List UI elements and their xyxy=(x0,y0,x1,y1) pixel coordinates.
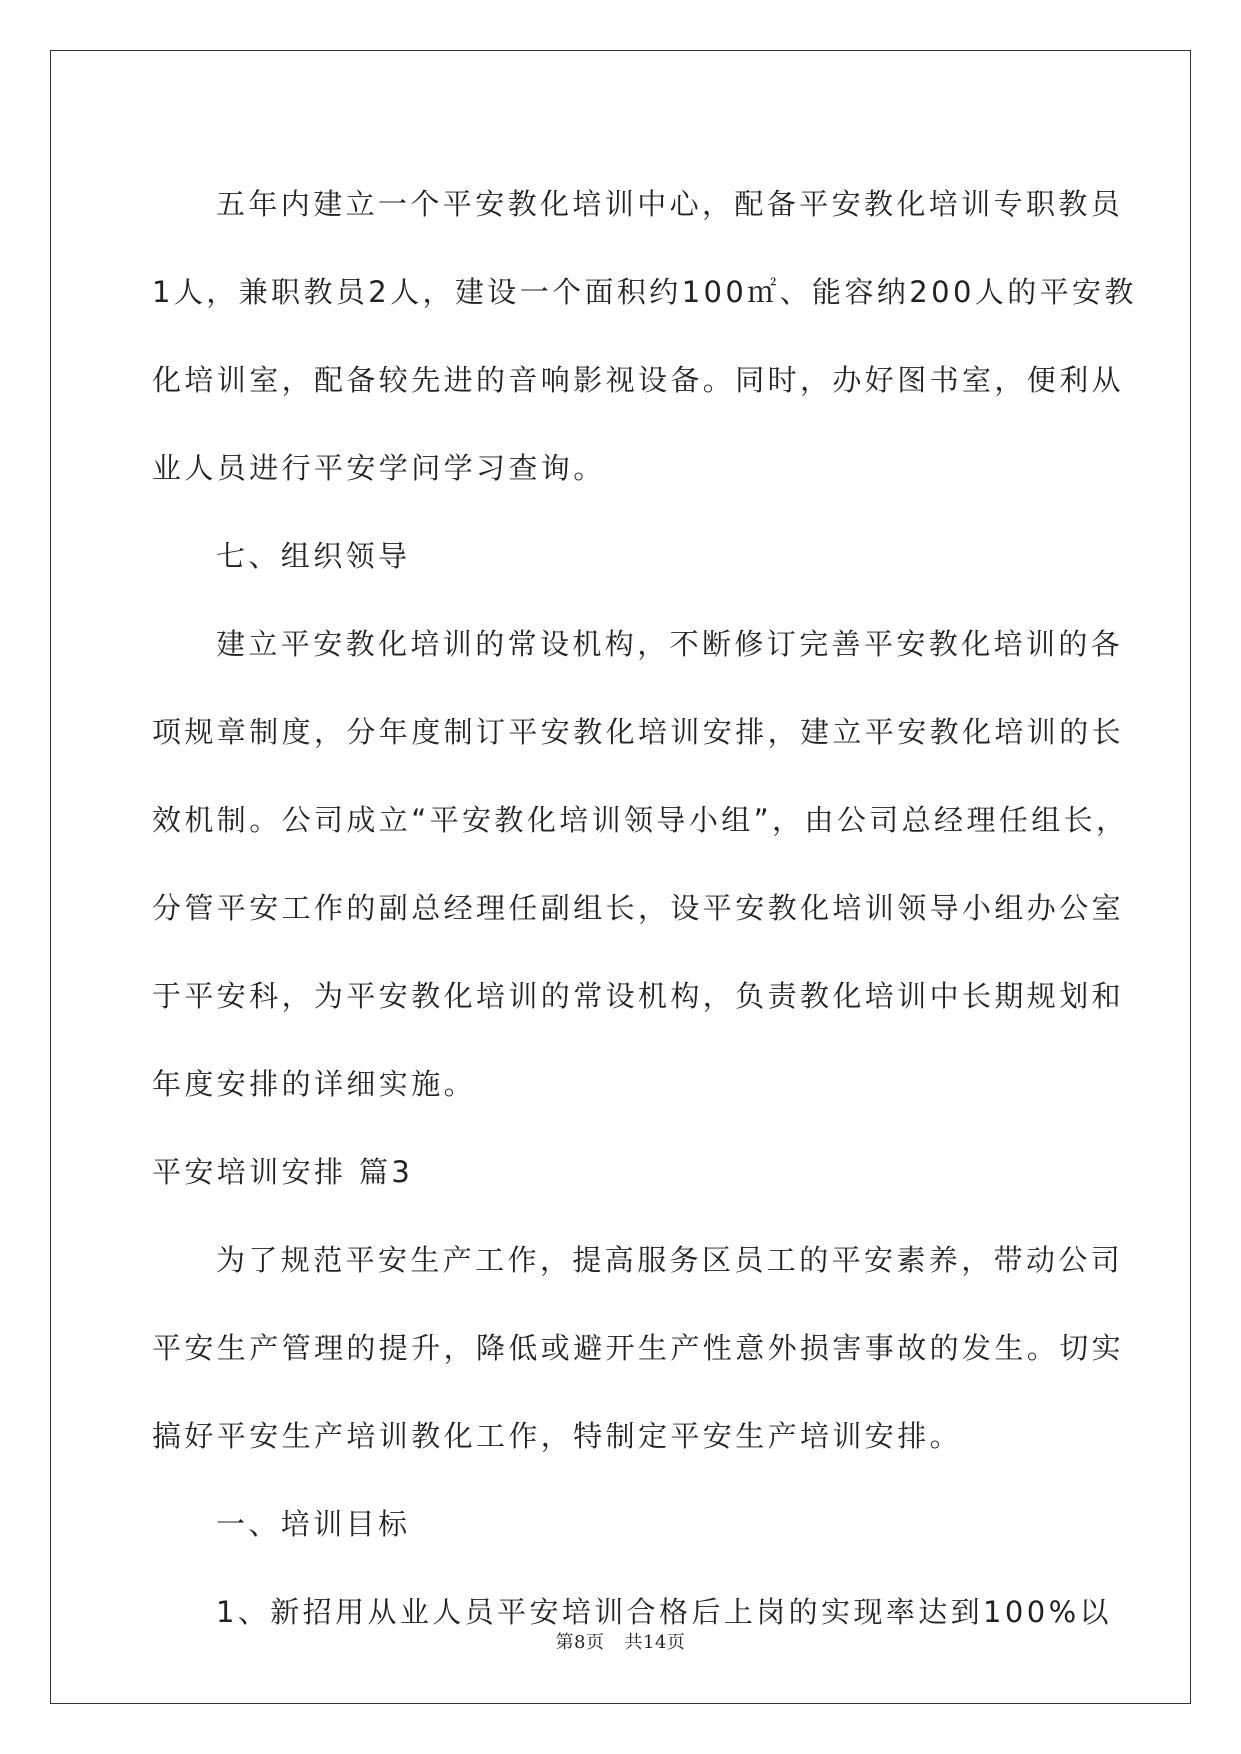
text-line: 化培训室，配备较先进的音响影视设备。同时，办好图书室，便利从 xyxy=(152,363,1125,397)
page-footer xyxy=(0,1628,1241,1654)
text-line: 分管平安工作的副总经理任副组长，设平安教化培训领导小组办公室 xyxy=(152,891,1125,925)
text-line: 平安生产管理的提升，降低或避开生产性意外损害事故的发生。切实 xyxy=(152,1331,1125,1365)
paragraph-training-center xyxy=(152,160,1137,512)
article-title: 平安培训安排 篇3 xyxy=(152,1155,414,1189)
document-body xyxy=(152,160,1137,1656)
page-total: 共14页 xyxy=(624,1632,686,1653)
paragraph-organization xyxy=(152,600,1129,1128)
text-line: 五年内建立一个平安教化培训中心，配备平安教化培训专职教员 xyxy=(216,187,1124,221)
heading-text: 七、组织领导 xyxy=(216,539,411,573)
text-line: 于平安科，为平安教化培训的常设机构，负责教化培训中长期规划和 xyxy=(152,979,1125,1013)
paragraph-purpose xyxy=(152,1216,1125,1480)
text-line: 效机制。公司成立“平安教化培训领导小组”，由公司总经理任组长， xyxy=(152,803,1129,837)
text-line: 1、新招用从业人员平安培训合格后上岗的实现率达到100%以 xyxy=(216,1595,1112,1629)
text-line: 业人员进行平安学问学习查询。 xyxy=(152,451,606,485)
section-heading-organization xyxy=(152,512,1092,600)
heading-text: 一、培训目标 xyxy=(216,1507,411,1541)
text-line: 为了规范平安生产工作，提高服务区员工的平安素养，带动公司 xyxy=(216,1243,1124,1277)
page-number: 第8页 xyxy=(555,1632,605,1653)
text-line: 搞好平安生产培训教化工作，特制定平安生产培训安排。 xyxy=(152,1419,963,1453)
article-title-part3 xyxy=(152,1128,1092,1216)
section-heading-training-goals xyxy=(152,1480,1092,1568)
text-line: 项规章制度，分年度制订平安教化培训安排，建立平安教化培训的长 xyxy=(152,715,1125,749)
text-line: 年度安排的详细实施。 xyxy=(152,1067,477,1101)
text-line: 1人，兼职教员2人，建设一个面积约100㎡、能容纳200人的平安教 xyxy=(152,275,1137,309)
text-line: 建立平安教化培训的常设机构，不断修订完善平安教化培训的各 xyxy=(216,627,1124,661)
